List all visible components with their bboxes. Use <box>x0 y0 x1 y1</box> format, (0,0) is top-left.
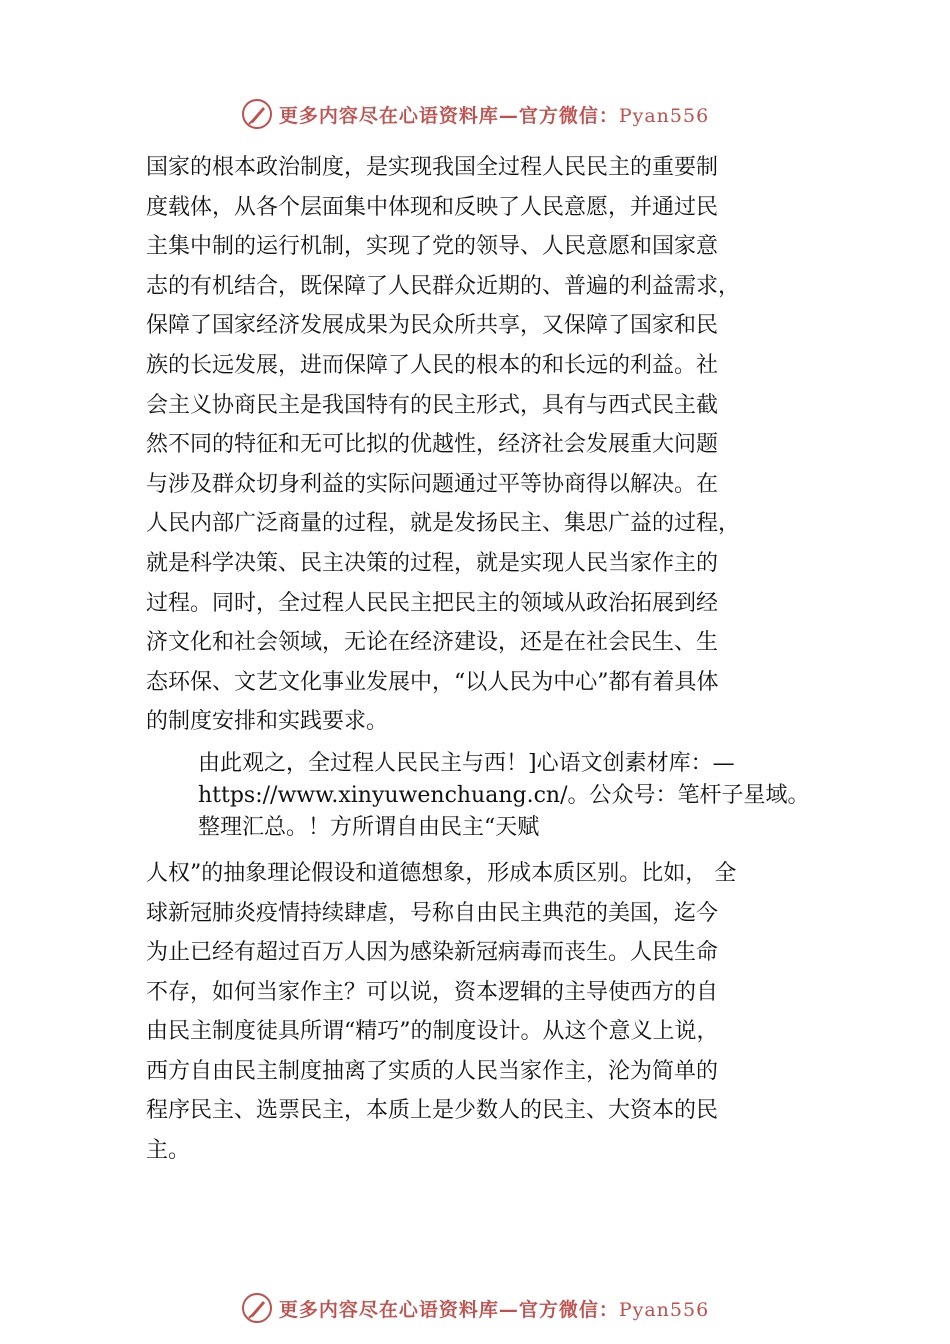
text-line: 由民主制度徒具所谓“精巧”的制度设计。从这个意义上说， <box>146 1019 719 1045</box>
footer-wechat-id: Pyan556 <box>618 1298 710 1321</box>
text-line: 为止已经有超过百万人因为感染新冠病毒而丧生。人民生命 <box>146 940 719 966</box>
text-line: 国家的根本政治制度，是实现我国全过程人民民主的重要制 <box>146 155 719 180</box>
text-line: 主集中制的运行机制，实现了党的领导、人民意愿和国家意 <box>146 234 719 260</box>
footer-text: 更多内容尽在心语资料库—官方微信： <box>278 1298 619 1321</box>
text-line: 由此观之，全过程人民民主与西！]心语文创素材库：— <box>198 750 735 776</box>
paragraph-2 <box>146 854 846 1171</box>
text-line: 就是科学决策、民主决策的过程，就是实现人民当家作主的 <box>146 550 719 576</box>
quill-logo-icon <box>241 1292 273 1324</box>
text-line: 志的有机结合，既保障了人民群众近期的、普遍的利益需求， <box>146 273 741 299</box>
text-line: 整理汇总。！方所谓自由民主“天赋 <box>198 814 540 840</box>
footer-banner <box>0 1290 950 1326</box>
text-line: 主。 <box>146 1138 191 1164</box>
quill-logo-icon <box>241 98 273 130</box>
text-line: 的制度安排和实践要求。 <box>146 709 389 735</box>
text-line: 过程。同时，全过程人民民主把民主的领域从政治拓展到经 <box>146 590 719 616</box>
paragraph-1 <box>146 148 846 742</box>
text-line: 度载体，从各个层面集中体现和反映了人民意愿，并通过民 <box>146 194 719 220</box>
text-line: https://www.xinyuwenchuang.cn/。公众号：笔杆子星域。 <box>198 782 810 808</box>
text-line: 态环保、文艺文化事业发展中，“以人民为中心”都有着具体 <box>146 669 719 695</box>
header-text: 更多内容尽在心语资料库—官方微信： <box>278 104 619 127</box>
text-line: 济文化和社会领域，无论在经济建设，还是在社会民生、生 <box>146 630 719 656</box>
text-line: 族的长远发展，进而保障了人民的根本的和长远的利益。社 <box>146 352 719 378</box>
text-line: 西方自由民主制度抽离了实质的人民当家作主，沦为简单的 <box>146 1058 719 1084</box>
text-line: 人权”的抽象理论假设和道德想象，形成本质区别。比如， 全 <box>146 860 737 886</box>
text-line: 不存，如何当家作主？可以说，资本逻辑的主导使西方的自 <box>146 979 719 1005</box>
header-banner <box>0 96 950 132</box>
text-line: 程序民主、选票民主，本质上是少数人的民主、大资本的民 <box>146 1098 719 1124</box>
header-wechat-id: Pyan556 <box>618 104 710 127</box>
text-line: 然不同的特征和无可比拟的优越性，经济社会发展重大问题 <box>146 432 719 458</box>
text-line: 保障了国家经济发展成果为民众所共享，又保障了国家和民 <box>146 313 719 339</box>
text-line: 人民内部广泛商量的过程，就是发扬民主、集思广益的过程， <box>146 511 741 537</box>
document-body <box>146 148 846 1171</box>
text-line: 与涉及群众切身利益的实际问题通过平等协商得以解决。在 <box>146 471 719 497</box>
text-line: 球新冠肺炎疫情持续肆虐，号称自由民主典范的美国，迄今 <box>146 900 719 926</box>
text-line: 会主义协商民主是我国特有的民主形式，具有与西式民主截 <box>146 392 719 418</box>
inserted-watermark-block <box>146 748 846 844</box>
